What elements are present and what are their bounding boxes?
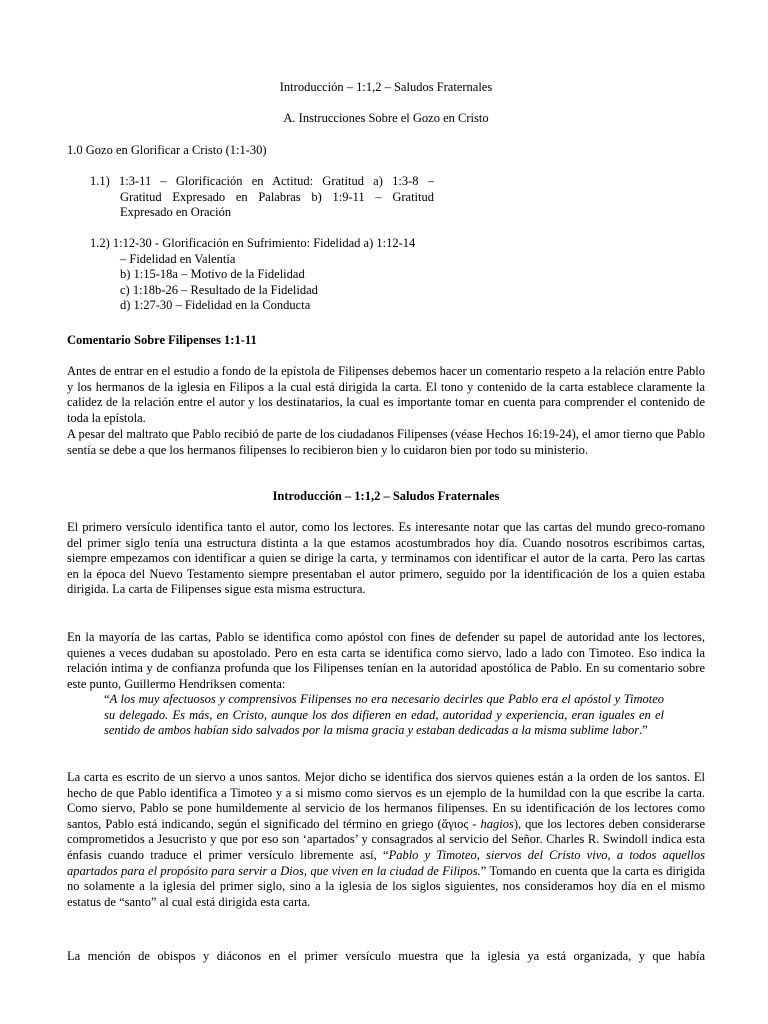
swindoll-quote: Pablo y Timoteo, siervos del Cristo vivo, a todos aquellos apartados para el propósito para servir a Dios, que viven en la ciudad de Filipos.: [67, 847, 705, 878]
p5-text-2: -: [468, 816, 481, 831]
outline-line: b) 1:15-18a – Motivo de la Fidelidad: [120, 267, 305, 282]
quote-open-mark: “: [104, 692, 110, 706]
paragraph-3: El primero versículo identifica tanto el autor, como los lectores. Es interesante notar que las cartas del mundo greco-romano del primer siglo tenía una estructura distinta a la que estamos acostumbrados hoy día. Cuando nosotros escribimos cartas, siempre empezamos con identificar a quien se dirige la carta, y terminamos con identificar el autor de la carta. Pero las cartas en la época del Nuevo Testamento siempre presentaban el autor primero, seguido por la identificación de los a quien estaba dirigida. La carta de Filipenses sigue esta misma estructura.: [67, 520, 705, 597]
outline-line: – Fidelidad en Valentía: [120, 251, 236, 266]
outline-line: Expresado en Oración: [120, 205, 232, 220]
outline-line: 1.1) 1:3-11 – Glorificación en Actitud: Gratitud a) 1:3-8 –: [90, 174, 434, 188]
paragraph-5: [67, 770, 705, 910]
quote-close-mark: .”: [639, 723, 648, 738]
outline-line: Gratitud Expresado en Palabras b) 1:9-11 – Gratitud: [120, 189, 434, 204]
paragraph-6: La mención de obispos y diáconos en el primer versículo muestra que la iglesia ya está organizada, y que había: [67, 949, 705, 963]
commentary-heading: Comentario Sobre Filipenses 1:1-11: [67, 333, 257, 347]
outline-line: d) 1:27-30 – Fidelidad en la Conducta: [120, 298, 311, 313]
paragraph-1: Antes de entrar en el estudio a fondo de la epístola de Filipenses debemos hacer un comentario respeto a la relación entre Pablo y los hermanos de la iglesia en Filipos a la cual está dirigida la carta. El tono y contenido de la carta establece claramente la calidez de la relación entre el autor y los destinatarios, la cual es importante tomar en cuenta para comprender el contenido de toda la epístola.: [67, 364, 705, 425]
paragraph-2: A pesar del maltrato que Pablo recibió de parte de los ciudadanos Filipenses (véase Hechos 16:19-24), el amor tierno que Pablo sentía se debe a que los hermanos filipenses lo recibieron bien y lo cuidaron bien por todo su ministerio.: [67, 427, 705, 457]
p5-text-3: ), que los lectores deben considerarse comprometidos a Jesucristo y que por eso son ‘apartados’ y consagrados al servicio del Señor. Charles R. Swindoll indica esta énfasis cuando traduce el primer versículo libremente así, “: [67, 816, 706, 862]
hagios-term: hagios: [480, 816, 514, 831]
outline-line: 1.2) 1:12-30 - Glorificación en Sufrimiento: Fidelidad a) 1:12-14: [90, 236, 416, 250]
intro-heading: Introducción – 1:1,2 – Saludos Fraternales: [272, 489, 500, 503]
outline-point-1: 1.0 Gozo en Glorificar a Cristo (1:1-30): [67, 143, 267, 157]
block-quote: [104, 692, 664, 739]
outline-point-1-2: [90, 236, 470, 314]
outline-line: c) 1:18b-26 – Resultado de la Fidelidad: [120, 282, 318, 297]
outline-point-1-1: [90, 174, 434, 221]
section-a-heading: A. Instrucciones Sobre el Gozo en Cristo: [283, 111, 489, 125]
greek-term: ἅγιος: [441, 816, 469, 831]
p5-text-4: ” Tomando en cuenta que la carta es dirigida no solamente a la iglesia del primer siglo, sino a la iglesia de los siglos siguientes, nos consideramos hoy día en el mismo estatus de “santo” al cual está dirigida esta carta.: [67, 863, 705, 909]
paragraph-4: En la mayoría de las cartas, Pablo se identifica como apóstol con fines de defender su papel de autoridad ante los lectores, quienes a veces dudaban su apostolado. Pero en esta carta se identifica como siervo, lado a lado con Timoteo. Eso indica la relación intima y de confianza profunda que los Filipenses tenían en la autoridad apostólica de Pablo. En su comentario sobre este punto, Guillermo Hendriksen comenta:: [67, 630, 705, 691]
quote-text: A los muy afectuosos y comprensivos Filipenses no era necesario decirles que Pablo era el apóstol y Timoteo su delegado. Es más, en Cristo, aunque los dos difieren en edad, autoridad y experiencia, eran iguales en el sentido de ambos habían sido salvados por la misma gracia y estaban dedicadas a la misma sublime labor: [104, 692, 664, 738]
p5-text-1: La carta es escrito de un siervo a unos santos. Mejor dicho se identifica dos siervos quienes están a la orden de los santos. El hecho de que Pablo identifica a Timoteo y a si mismo como siervos es un ejemplo de la humildad con la que escribe la carta. Como siervo, Pablo se pone humildemente al servicio de los hermanos filipenses. En su identificación de los lectores como santos, Pablo está indicando, según el significado del término en griego (: [67, 770, 705, 831]
page-title: Introducción – 1:1,2 – Saludos Fraternales: [279, 80, 493, 94]
